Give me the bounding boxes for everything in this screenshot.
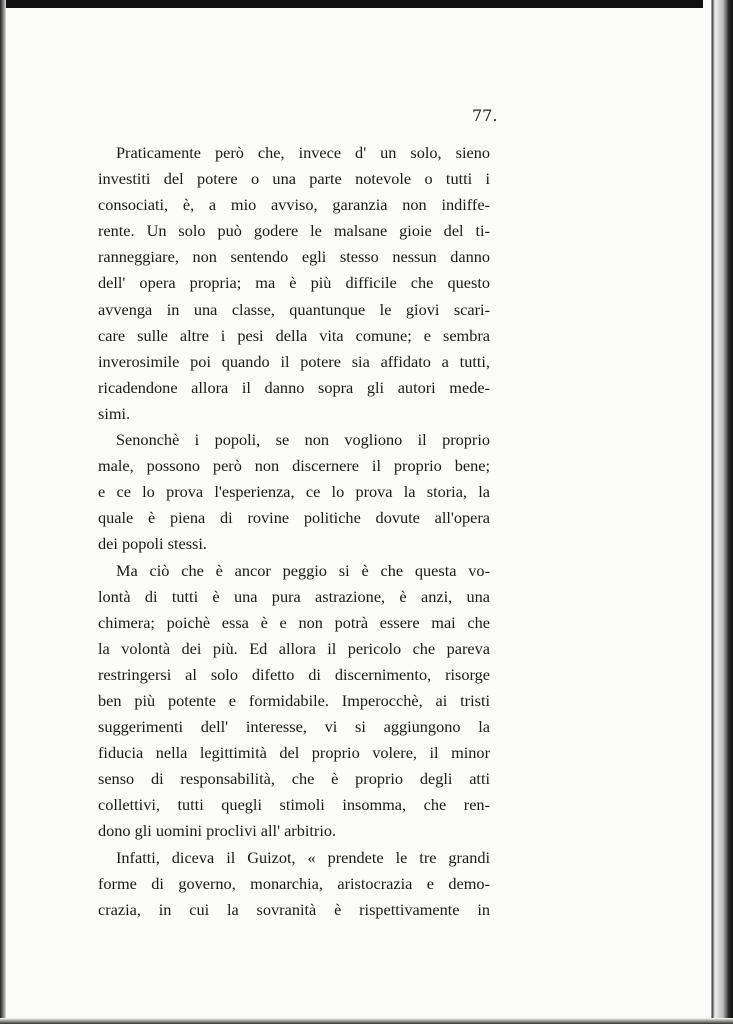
text-line: la volontà dei più. Ed allora il pericolo che pareva [98,638,490,658]
text-line: collettivi, tutti quegli stimoli insomma, che ren- [98,795,490,815]
text-line: inverosimile poi quando il potere sia affidato a tutti, [98,351,490,371]
text-line: Infatti, diceva il Guizot, « prendete le tre grandi [116,847,490,867]
paragraph [98,140,490,427]
text-line: dono gli uomini proclivi all' arbitrio. [98,821,337,841]
text-line: rente. Un solo può godere le malsane gioie del ti- [98,221,490,241]
text-line: male, possono però non discernere il proprio bene; [98,456,490,476]
text-line: avvenga in una classe, quantunque le giovi scari- [98,299,490,319]
text-line: consociati, è, a mio avviso, garanzia non indiffe- [98,195,490,215]
text-line: senso di responsabilità, che è proprio degli atti [98,769,490,789]
scan-left-edge [0,0,6,1024]
text-line: ben più potente e formidabile. Imperocchè, ai tristi [98,690,490,710]
text-line: e ce lo prova l'esperienza, ce lo prova la storia, la [98,482,490,502]
text-line: forme di governo, monarchia, aristocrazia e demo- [98,873,490,893]
text-line: quale è piena di rovine politiche dovute all'opera [98,508,490,528]
text-line: dei popoli stessi. [98,534,207,554]
text-line: Praticamente però che, invece d' un solo, sieno [116,143,490,162]
body-text [98,140,490,923]
text-line: care sulle altre i pesi della vita comune; e sembra [98,325,490,345]
scan-right-edge [703,0,733,1024]
text-line: ricadendone allora il danno sopra gli autori mede- [98,377,490,397]
text-line: fiducia nella legittimità del proprio volere, il minor [98,743,490,763]
text-line: simi. [98,403,131,423]
text-line: investiti del potere o una parte notevole o tutti i [98,169,490,189]
scan-bottom-edge [0,1018,733,1024]
paragraph [98,845,490,923]
text-line: Senonchè i popoli, se non vogliono il proprio [116,430,490,450]
text-line: chimera; poichè essa è e non potrà essere mai che [98,612,490,632]
text-line: Ma ciò che è ancor peggio si è che questa vo- [116,560,490,580]
text-line: suggerimenti dell' interesse, vi si aggiungono la [98,717,490,737]
text-line: dell' opera propria; ma è più difficile che questo [98,273,490,293]
text-line: crazia, in cui la sovranità è rispettivamente in [98,899,490,919]
text-line: lontà di tutti è una pura astrazione, è anzi, una [98,586,490,606]
text-line: ranneggiare, non sentendo egli stesso nessun danno [98,247,490,267]
page-number: 77. [472,106,498,125]
paragraph [98,427,490,557]
paragraph [98,558,490,845]
text-line: restringersi al solo difetto di discernimento, risorge [98,664,490,684]
scan-top-border [0,0,733,8]
